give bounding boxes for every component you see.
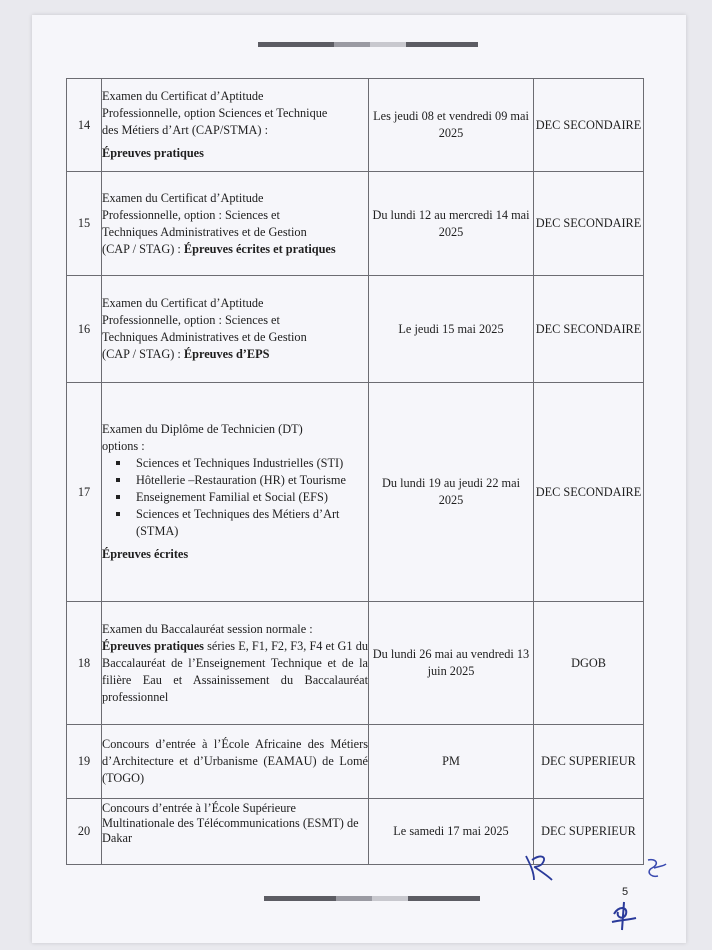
table-row [67,276,644,383]
table-row [67,602,644,725]
exam-schedule-table [66,78,644,865]
responsible-directorate: DEC SUPERIEUR [534,725,644,799]
responsible-directorate: DEC SECONDAIRE [534,172,644,276]
exam-date: Le samedi 17 mai 2025 [369,799,534,865]
exam-date: Les jeudi 08 et vendredi 09 mai 2025 [369,79,534,172]
row-number: 15 [67,172,102,276]
row-number: 18 [67,602,102,725]
handwritten-page-initial [608,896,640,932]
exam-date: Du lundi 12 au mercredi 14 mai 2025 [369,172,534,276]
exam-date: Le jeudi 15 mai 2025 [369,276,534,383]
page-number: 5 [622,886,629,898]
option-item: Hôtellerie –Restauration (HR) et Tourisme [136,472,368,489]
row-number: 14 [67,79,102,172]
table-row [67,383,644,602]
responsible-directorate: DEC SECONDAIRE [534,276,644,383]
table-row [67,725,644,799]
row-number: 19 [67,725,102,799]
handwritten-initial-mark [640,856,670,882]
option-item: Sciences et Techniques des Métiers d’Art (STMA) [136,506,368,540]
exam-date: Du lundi 19 au jeudi 22 mai 2025 [369,383,534,602]
exam-description: Examen du Certificat d’Aptitude Professionnelle, option : Sciences et Techniques Administratives et de Gestion (CAP / STAG) : Épreuves d’EPS [102,276,369,383]
footer-decoration-bar [264,896,480,901]
handwritten-initial-signature [520,850,560,884]
row-number: 17 [67,383,102,602]
table-row [67,172,644,276]
option-list [102,455,368,540]
exam-type: Épreuves écrites et pratiques [183,241,336,256]
row-number: 16 [67,276,102,383]
exam-type: Épreuves écrites [102,547,189,561]
exam-description: Examen du Diplôme de Technicien (DT) options : Sciences et Techniques Industrielles (STI) Hôtellerie –Restauration (HR) et Tourisme Enseignement Familial et Social (EFS) Sciences et Techniques des Métiers d’Art (STMA) Épreuves écrites [102,383,369,602]
option-item: Sciences et Techniques Industrielles (STI) [136,455,368,472]
header-decoration-bar [258,42,478,47]
responsible-directorate: DEC SECONDAIRE [534,79,644,172]
responsible-directorate: DEC SECONDAIRE [534,383,644,602]
option-item: Enseignement Familial et Social (EFS) [136,489,368,506]
table-row [67,79,644,172]
row-number: 20 [67,799,102,865]
exam-type: Épreuves pratiques [102,146,204,160]
exam-description: Concours d’entrée à l’École Africaine des Métiers d’Architecture et d’Urbanisme (EAMAU) de Lomé (TOGO) [102,725,369,799]
exam-description: Concours d’entrée à l’École Supérieure Multinationale des Télécommunications (ESMT) de Dakar [102,799,369,865]
responsible-directorate: DEC SUPERIEUR [534,799,644,865]
exam-description: Examen du Certificat d’Aptitude Professionnelle, option : Sciences et Techniques Administratives et de Gestion (CAP / STAG) : Épreuves écrites et pratiques [102,172,369,276]
exam-type: Épreuves d’EPS [183,347,270,361]
exam-date: Du lundi 26 mai au vendredi 13 juin 2025 [369,602,534,725]
exam-description: Examen du Certificat d’Aptitude Professionnelle, option Sciences et Technique des Métiers d’Art (CAP/STMA) : Épreuves pratiques [102,79,369,172]
exam-description: Examen du Baccalauréat session normale : Épreuves pratiques séries E, F1, F2, F3, F4 et G1 du Baccalauréat de l’Enseignement Technique et de la filière Eau et Assainissement du Baccalauréat professionnel [102,602,369,725]
responsible-directorate: DGOB [534,602,644,725]
exam-type: Épreuves pratiques [102,638,204,653]
exam-date: PM [369,725,534,799]
